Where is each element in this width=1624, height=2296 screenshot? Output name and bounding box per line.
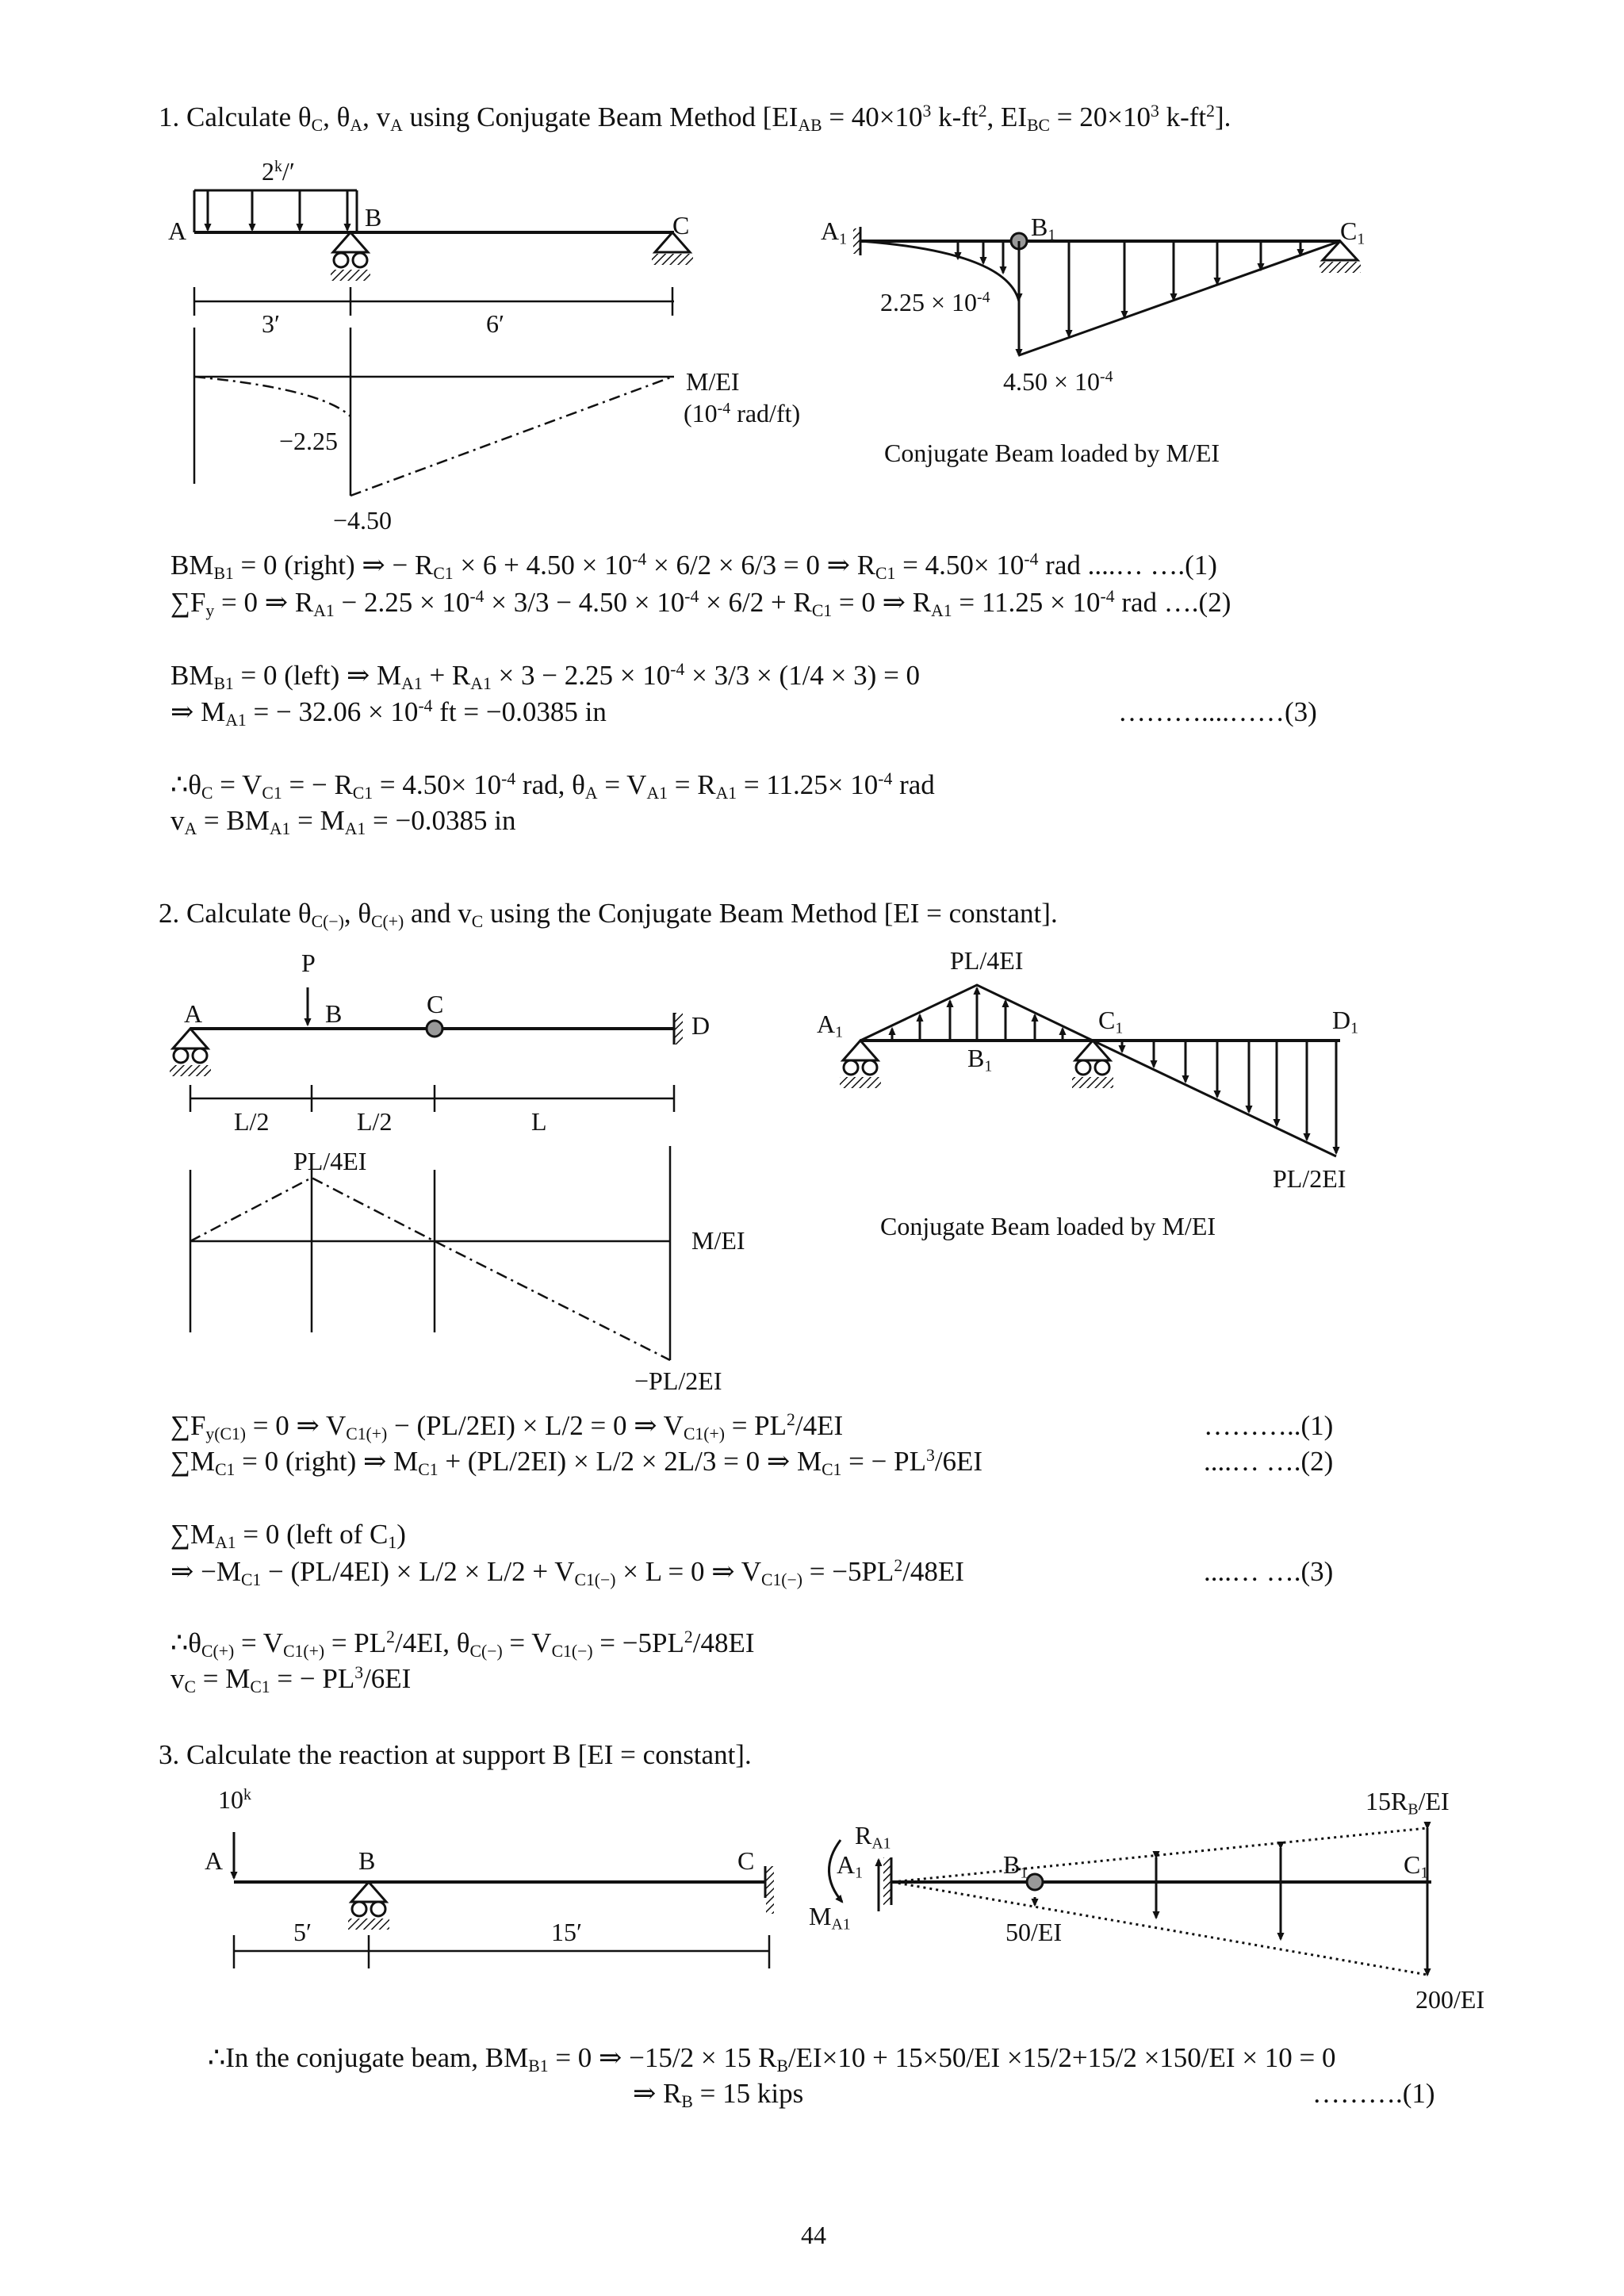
p2-mei-label: M/EI: [691, 1226, 745, 1255]
p2-conj-peak: PL/4EI: [950, 946, 1024, 975]
p1-heading: 1. Calculate $\theta_C$, $\theta_A$, $v_A$ using Conjugate Beam Method [$EI_{AB} = 40\times 10^3$ $k-ft^2$, $EI_{BC} = 20\times 10^3$ $k-ft^2$].: [159, 102, 1231, 136]
p2-label-b: B: [325, 999, 343, 1028]
p2-label-a1: $A_1$: [817, 1010, 844, 1041]
p1-value-2: −4.50: [333, 506, 393, 535]
p2-result-1: $\therefore\theta_{C(+)} = V_{C1(+)} = PL^2/4EI$, $\theta_{C(-)} = V_{C1(-)} = -5PL^2/48EI$: [170, 1627, 755, 1662]
p1-label-a: A: [168, 217, 187, 245]
p2-conj-end: PL/2EI: [1273, 1164, 1346, 1193]
p2-neg-label: −PL/2EI: [634, 1366, 722, 1395]
p2-eq-3: $\sum M_{A1} = 0$ (left of $C_1$): [170, 1519, 406, 1553]
p1-dim-2: 6′: [486, 309, 504, 338]
p3-label-c1: $C_1$: [1404, 1850, 1429, 1882]
p1-eq-2: $\sum F_y = 0$ ⇒ $R_{A1} - 2.25 \times 10^{-4} \times 3/3 - 4.50 \times 10^{-4} \times 6/2 + R_{C1} = 0$ ⇒ $R_{A1} = 11.25 \times 10^{-4}$ rad ….(2): [170, 587, 1231, 621]
p3-label-a: A: [205, 1846, 224, 1875]
p2-dim-2: L/2: [357, 1107, 393, 1136]
p3-label-c: C: [737, 1846, 755, 1875]
p3-heading: 3. Calculate the reaction at support B [EI = constant].: [159, 1739, 752, 1770]
p2-eq-1-ref: ………..(1): [1204, 1410, 1334, 1441]
p3-label-ma1: $M_{A1}$: [809, 1902, 851, 1934]
p2-label-d1: $D_1$: [1332, 1006, 1359, 1037]
p1-dim-1: 3′: [262, 309, 280, 338]
p3-load-label: 10$^k$: [218, 1785, 251, 1814]
p1-real-beam: [194, 190, 674, 232]
p3-value-50: 50/EI: [1005, 1918, 1063, 1946]
p2-mei-diagram: [190, 1146, 670, 1360]
p1-label-a1: $A_1$: [821, 217, 848, 248]
p1-mei-label: M/EI: [686, 367, 740, 396]
p1-mei-diagram: [194, 328, 674, 496]
p2-conjugate-beam: [840, 985, 1340, 1156]
p2-load-p: P: [301, 949, 316, 977]
p2-eq-2-ref: ....… ….(2): [1204, 1446, 1334, 1477]
p1-support-b: [331, 232, 370, 281]
p3-eq-2-ref: ……….(1): [1312, 2078, 1435, 2109]
p2-eq-1: $\sum F_{y(C1)} = 0$ ⇒ $V_{C1(+)} - (PL/2EI) \times L/2 = 0$ ⇒ $V_{C1(+)} = PL^2/4EI$: [170, 1410, 844, 1444]
p3-value-15rb: $15R_B/EI$: [1365, 1787, 1450, 1819]
p1-label-b1: $B_1$: [1031, 213, 1056, 244]
p3-label-ra1: $R_{A1}$: [855, 1821, 891, 1853]
p1-result-2: $v_A = BM_{A1} = M_{A1} = -0.0385$ in: [170, 805, 516, 839]
p2-label-d: D: [691, 1011, 710, 1040]
p3-label-b1: $B_1$: [1003, 1850, 1028, 1882]
p3-eq-2: ⇒ $R_B = 15$ kips: [633, 2078, 804, 2112]
p3-label-a1: $A_1$: [837, 1850, 864, 1882]
p2-dim-3: L: [531, 1107, 547, 1136]
p3-eq-1: ∴In the conjugate beam, $BM_{B1} = 0$ ⇒ −15/2 × 15 $R_B/EI\times 10 + 15\times 50/EI \times 15/2+15/2 \times 150/EI \times 10 = 0$: [208, 2042, 1336, 2076]
p1-conj-value-2: $4.50 \times 10^{-4}$: [1003, 367, 1113, 396]
p3-dim-1: 5′: [293, 1918, 312, 1946]
p2-label-a: A: [184, 999, 203, 1028]
p1-eq-4-ref: ………....……(3): [1118, 696, 1317, 727]
p1-result-1: $\therefore\theta_C = V_{C1}$ = − $R_{C1} = 4.50\times 10^{-4}$ rad, $\theta_A = V_{A1} = R_{A1} = 11.25\times 10^{-4}$ rad: [170, 769, 935, 803]
p1-eq-1: $BM_{B1} = 0$ (right) ⇒ − $R_{C1} \times 6 + 4.50 \times 10^{-4} \times 6/2 \times 6/3 = 0$ ⇒ $R_{C1} = 4.50\times 10^{-4}$ rad ....… ….(1): [170, 550, 1217, 584]
p2-result-2: $v_C = M_{C1}$ = − $PL^3/6EI$: [170, 1663, 412, 1697]
p1-eq-3: $BM_{B1} = 0$ (left) ⇒ $M_{A1} + R_{A1} \times 3 - 2.25 \times 10^{-4} \times 3/3 \times (1/4 \times 3) = 0$: [170, 660, 921, 694]
p1-label-c1: $C_1$: [1340, 217, 1365, 248]
p3-label-b: B: [358, 1846, 376, 1875]
p3-real-beam: [234, 1832, 774, 1930]
p1-caption: Conjugate Beam loaded by M/EI: [884, 439, 1220, 467]
p2-label-c: C: [427, 990, 444, 1018]
p1-value-1: −2.25: [279, 427, 339, 455]
p1-eq-4: ⇒ $M_{A1}$ = − $32.06 \times 10^{-4}$ ft = −0.0385 in: [170, 696, 607, 730]
p2-heading: 2. Calculate $\theta_{C(-)}$, $\theta_{C(+)}$ and $v_C$ using the Conjugate Beam Method [EI = constant].: [159, 898, 1058, 932]
p1-mei-unit: ($10^{-4}$ rad/ft): [684, 399, 801, 427]
p2-eq-4: ⇒ $-M_{C1} - (PL/4EI) \times L/2 \times L/2 + V_{C1(-)} \times L = 0$ ⇒ $V_{C1(-)} = -5PL^2/48EI$: [170, 1556, 964, 1590]
p2-label-c1: $C_1$: [1098, 1006, 1124, 1037]
p3-dimensions: [234, 1935, 769, 1968]
p1-label-b: B: [365, 203, 382, 232]
p2-label-b1: $B_1$: [967, 1044, 993, 1075]
p1-load-label: 2$^k$/′: [262, 157, 295, 186]
p3-dim-2: 15′: [551, 1918, 582, 1946]
p2-dim-1: L/2: [234, 1107, 270, 1136]
p2-caption: Conjugate Beam loaded by M/EI: [880, 1212, 1216, 1240]
p2-peak-label: PL/4EI: [293, 1147, 367, 1175]
p3-conjugate-beam: [829, 1828, 1431, 1975]
p2-eq-2: $\sum M_{C1} = 0$ (right) ⇒ $M_{C1} + (PL/2EI) \times L/2 \times 2L/3 = 0$ ⇒ $M_{C1}$ = − $PL^3/6EI$: [170, 1446, 983, 1480]
p1-conj-value-1: $2.25 \times 10^{-4}$: [880, 288, 990, 316]
page-number: 44: [801, 2221, 826, 2249]
p3-value-200: 200/EI: [1415, 1985, 1485, 2014]
p2-eq-4-ref: ....… ….(3): [1204, 1556, 1334, 1587]
p1-label-c: C: [672, 211, 690, 240]
